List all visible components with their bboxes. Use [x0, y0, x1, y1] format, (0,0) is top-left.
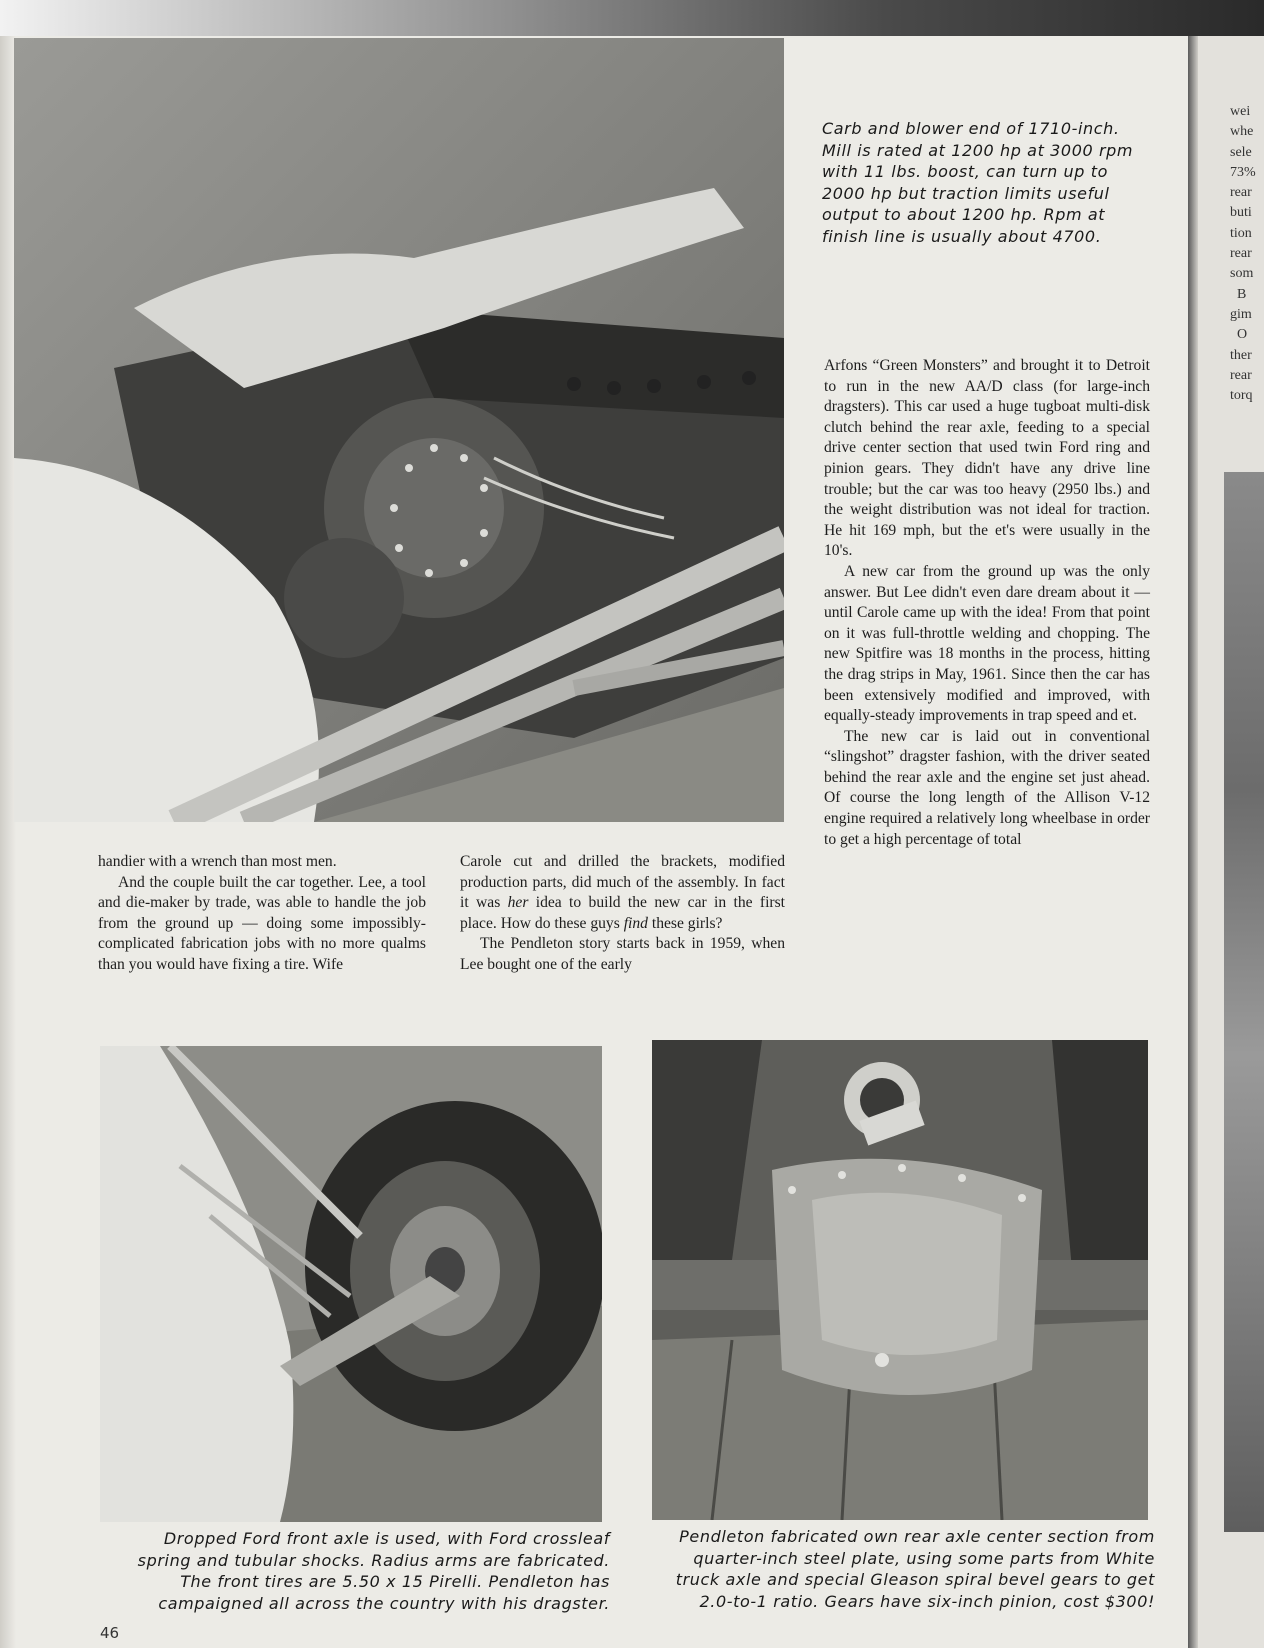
facing-page-edge [1188, 36, 1264, 1648]
rear-axle-caption: Pendleton fabricated own rear axle center section from quarter-inch steel plate, using some parts from White truck axle and special Gleason spiral bevel gears to get 2.0-to-1 ratio. Gears have six-inch pinion, cost $300! [675, 1527, 1155, 1611]
article-column-middle [460, 852, 785, 976]
front-axle-caption: Dropped Ford front axle is used, with Ford crossleaf spring and tubular shocks. Radius arms are fabricated. The front tires are 5.50 x 15 Pirelli. Pendleton has campaigned all across the country with his dragster. [137, 1529, 610, 1613]
paragraph: And the couple built the car together. Lee, a tool and die-maker by trade, was able to handle the job from the ground up — doing some impossibly-complicated fabrication jobs with no more qualms than you would have fixing a tire. Wife [98, 873, 426, 973]
facing-page-text-fragment: wei whe sele 73% rear buti tion rear som B gim O ther rear torq [1230, 104, 1256, 404]
paragraph [460, 852, 785, 934]
emphasis: find [623, 914, 648, 932]
paragraph: The new car is laid out in conventional “slingshot” dragster fashion, with the driver seated behind the rear axle and the engine set just ahead. Of course the long length of the Allison V-12 engine required a relatively long wheelbase in order to get a high percentage of total [824, 727, 1150, 848]
article-column-right [824, 356, 1150, 850]
emphasis: her [507, 894, 529, 912]
paragraph: handier with a wrench than most men. [98, 853, 337, 870]
magazine-page [0, 36, 1188, 1648]
engine-photo-caption: Carb and blower end of 1710-inch. Mill is rated at 1200 hp at 3000 rpm with 11 lbs. boost, can turn up to 2000 hp but traction limits useful output to about 1200 hp. Rpm at finish line is usually about 4700. [822, 119, 1134, 246]
facing-page-photo-fragment [1224, 472, 1264, 1532]
paragraph: A new car from the ground up was the only answer. But Lee didn't even dare dream about it — until Carole came up with the idea! From that point on it was full-throttle welding and chopping. The new Spitfire was 18 months in the process, hitting the drag strips in May, 1961. Since then the car has been extensively modified and improved, with equally-steady improvements in trap speed and et. [824, 562, 1150, 725]
paragraph: The Pendleton story starts back in 1959, when Lee bought one of the early [460, 935, 785, 973]
paragraph: Arfons “Green Monsters” and brought it to Detroit to run in the new AA/D class (for large-inch dragsters). This car used a huge tugboat multi-disk clutch behind the rear axle, feeding to a special drive center section that used twin Ford ring and pinion gears. They didn't have any drive line trouble; but the car was too heavy (2950 lbs.) and the weight distribution was not ideal for traction. He hit 169 mph, but the et's were usually in the 10's. [824, 357, 1150, 560]
book-gutter [1188, 36, 1198, 1648]
page-number: 46 [100, 1624, 120, 1642]
text-run: these girls? [647, 914, 723, 932]
scan-shadow-band [0, 0, 1264, 40]
rear-axle-photo [652, 1040, 1148, 1520]
engine-photo [14, 38, 784, 822]
text-run: Carole cut and drilled the brackets, modified production parts, did much of the assembly. In fact it was [460, 853, 785, 912]
text-run: idea to build the new car in the first place. How do these guys [460, 894, 786, 932]
front-axle-photo [100, 1046, 602, 1522]
article-column-left [98, 852, 426, 976]
